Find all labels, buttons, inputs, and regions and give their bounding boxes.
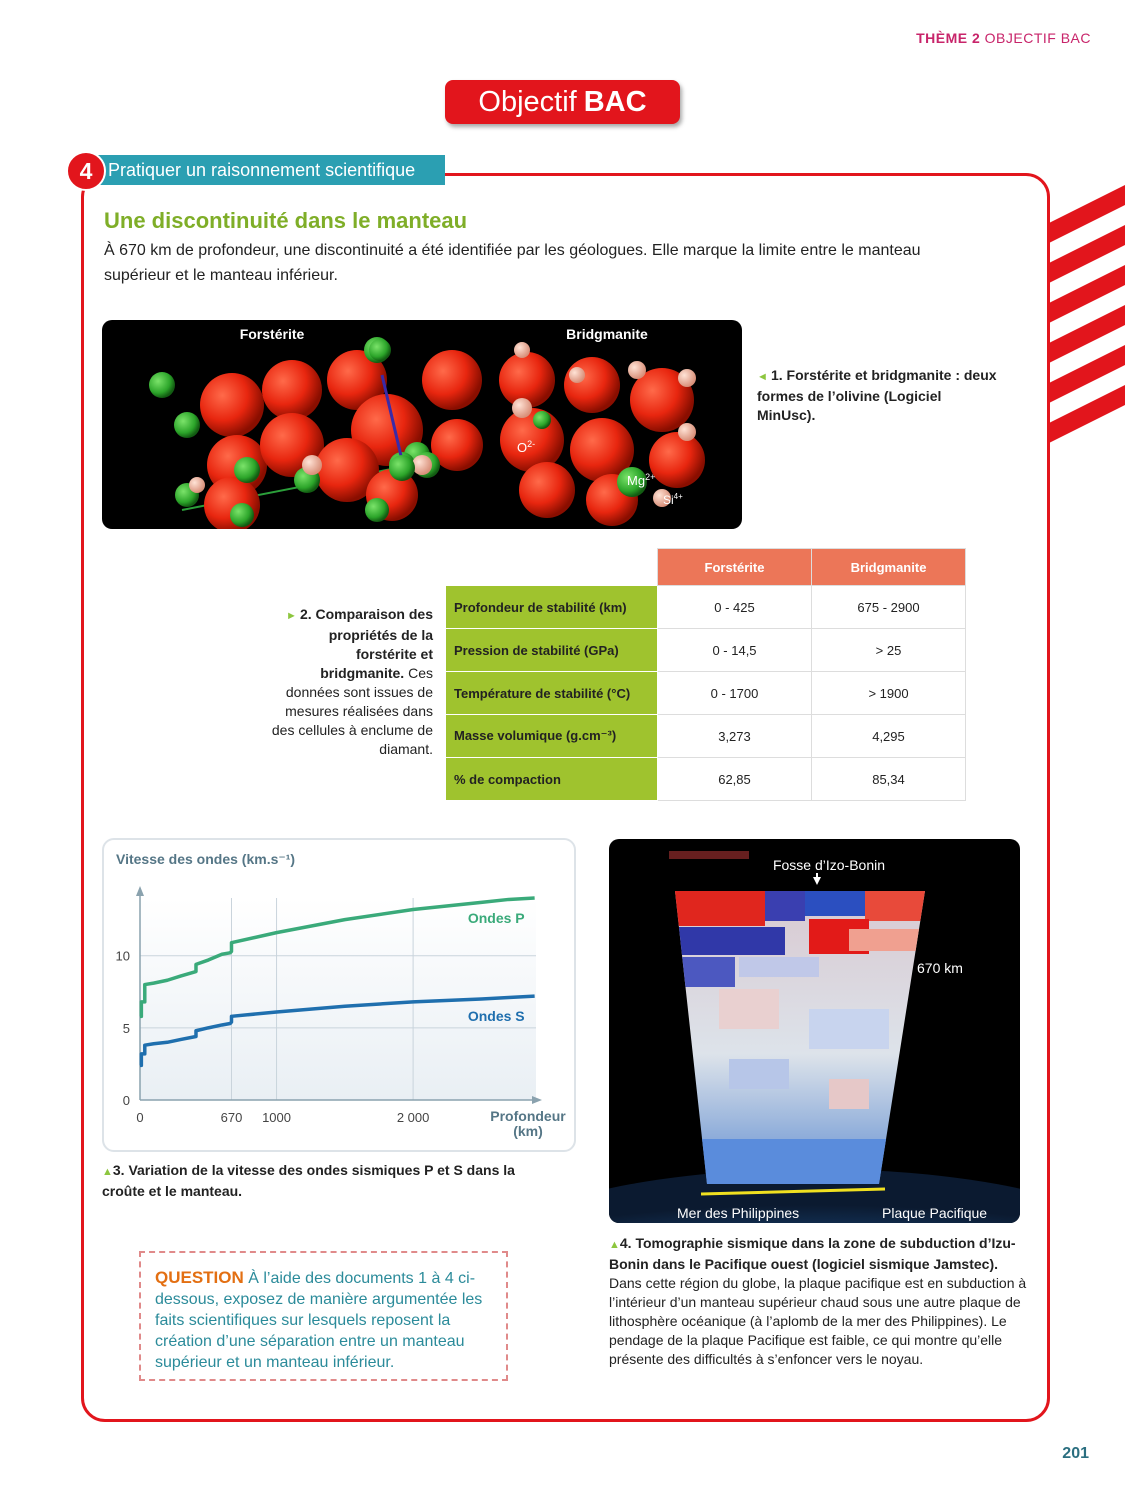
y-tick-label: 10 xyxy=(115,948,130,964)
row-label: Température de stabilité (°C) xyxy=(446,672,658,715)
doc2-caption: ► 2. Comparaison des propriétés de la forstérite et bridgmanite. Ces données sont issues de mesures réalisées dans des cellules à enclume de diamant. xyxy=(271,606,433,757)
objectif-bac-banner xyxy=(445,80,680,124)
forsterite-structure xyxy=(149,337,483,529)
page-title: Une discontinuité dans le manteau xyxy=(104,208,468,233)
ion-mg-label: $Mg^{2+}$ xyxy=(627,472,656,488)
chart-xlabel-line1: Profondeur xyxy=(490,1108,566,1124)
doc4-caption: ▲4. Tomographie sismique dans la zone de subduction d’Izu-Bonin dans le Pacifique ouest (logiciel sismique Jamstec). Dans cette région du globe, la plaque pacifique est en subduction à l’intérieur d’un manteau supérieur chaud sous une autre plaque de lithosphère océanique (à l’aplomb de la mer des Philippines). Le pendage de la plaque Pacifique est faible, ce qui montre qu’elle présente des difficultés à s’enfoncer vers le noyau. xyxy=(609,1235,1027,1367)
x-axis-arrow-icon xyxy=(532,1096,542,1104)
question-box xyxy=(139,1251,508,1381)
label-pacific-plate: Plaque Pacifique xyxy=(882,1205,988,1221)
x-tick-label: 0 xyxy=(136,1110,144,1125)
cell-forsterite: 62,85 xyxy=(658,758,812,801)
x-tick-label: 670 xyxy=(220,1110,243,1125)
cell-bridgmanite: > 1900 xyxy=(812,672,966,715)
table-header: Bridgmanite xyxy=(812,549,966,586)
forsterite-label: Forstérite xyxy=(239,326,305,342)
intro-text: À 670 km de profondeur, une discontinuité a été identifiée par les géologues. Elle marque la limite entre le manteau supérieur et le manteau inférieur. xyxy=(104,242,921,284)
table-row xyxy=(446,758,966,801)
y-tick-label: 0 xyxy=(122,1093,130,1108)
cell-bridgmanite: 85,34 xyxy=(812,758,966,801)
cell-forsterite: 0 - 14,5 xyxy=(658,629,812,672)
y-tick-label: 5 xyxy=(122,1020,130,1036)
ion-si-label: $Si^{4+}$ xyxy=(663,492,683,507)
doc1-caption: ◄ 1. Forstérite et bridgmanite : deux formes de l’olivine (Logiciel MinUsc). xyxy=(757,367,997,423)
color-scale xyxy=(669,851,749,859)
label-trench: Fosse d’Izo-Bonin xyxy=(772,857,886,873)
ion-o-label: $O^{2-}$ xyxy=(517,439,536,455)
cell-forsterite: 0 - 425 xyxy=(658,586,812,629)
label-670km: 670 km xyxy=(917,960,963,976)
tomography-image xyxy=(609,839,1020,1223)
row-label: % de compaction xyxy=(446,758,658,801)
tomography-slice xyxy=(669,889,929,1189)
cell-forsterite: 3,273 xyxy=(658,715,812,758)
cell-bridgmanite: 4,295 xyxy=(812,715,966,758)
caption-arrow-icon: ◄ xyxy=(757,371,771,383)
question-label: QUESTION xyxy=(155,1268,244,1287)
chart-xlabel-line2: (km) xyxy=(513,1123,543,1139)
chart-ylabel: Vitesse des ondes (km.s⁻¹) xyxy=(116,851,296,867)
table-row xyxy=(446,715,966,758)
properties-table xyxy=(445,548,966,801)
banner-part2: BAC xyxy=(583,85,647,118)
cell-bridgmanite: 675 - 2900 xyxy=(812,586,966,629)
y-axis-arrow-icon xyxy=(136,886,144,896)
row-label: Masse volumique (g.cm⁻³) xyxy=(446,715,658,758)
row-label: Pression de stabilité (GPa) xyxy=(446,629,658,672)
question-text: À l’aide des documents 1 à 4 ci-dessous, exposez de manière argumentée les faits scientifiques sur lesquels reposent la création d’une séparation entre un manteau supérieur et un manteau inférieur. xyxy=(155,1270,483,1371)
series-label: Ondes S xyxy=(467,1008,525,1025)
molecule-illustration xyxy=(102,320,742,529)
x-tick-label: 2 000 xyxy=(396,1110,430,1125)
bridgmanite-structure xyxy=(499,342,705,526)
theme-label: THÈME 2 xyxy=(916,30,981,46)
table-row xyxy=(446,629,966,672)
doc3-caption: ▲3. Variation de la vitesse des ondes sismiques P et S dans la croûte et le manteau. xyxy=(102,1162,515,1199)
table-row xyxy=(446,672,966,715)
series-label: Ondes P xyxy=(467,910,525,926)
table-row xyxy=(446,586,966,629)
x-tick-label: 1000 xyxy=(262,1110,292,1125)
table-header: Forstérite xyxy=(658,549,812,586)
wave-speed-chart-box xyxy=(102,838,576,1152)
theme-header xyxy=(916,30,1091,46)
section-tab: Pratiquer un raisonnement scientifique xyxy=(96,155,445,185)
caption-arrow-icon: ► xyxy=(286,610,300,622)
caption-arrow-icon: ▲ xyxy=(102,1166,113,1178)
bridgmanite-label: Bridgmanite xyxy=(566,326,648,342)
exercise-number: 4 xyxy=(66,151,106,191)
tomography-illustration xyxy=(609,839,1020,1223)
theme-section: OBJECTIF BAC xyxy=(984,30,1091,46)
table-header-row xyxy=(446,549,966,586)
molecule-image xyxy=(102,320,742,529)
cell-forsterite: 0 - 1700 xyxy=(658,672,812,715)
banner-part1: Objectif xyxy=(478,85,577,118)
cell-bridgmanite: > 25 xyxy=(812,629,966,672)
label-philippine-sea: Mer des Philippines xyxy=(677,1205,800,1221)
caption-arrow-icon: ▲ xyxy=(609,1239,620,1251)
row-label: Profondeur de stabilité (km) xyxy=(446,586,658,629)
page-number: 201 xyxy=(1062,1445,1089,1462)
wave-speed-chart xyxy=(104,840,574,1150)
